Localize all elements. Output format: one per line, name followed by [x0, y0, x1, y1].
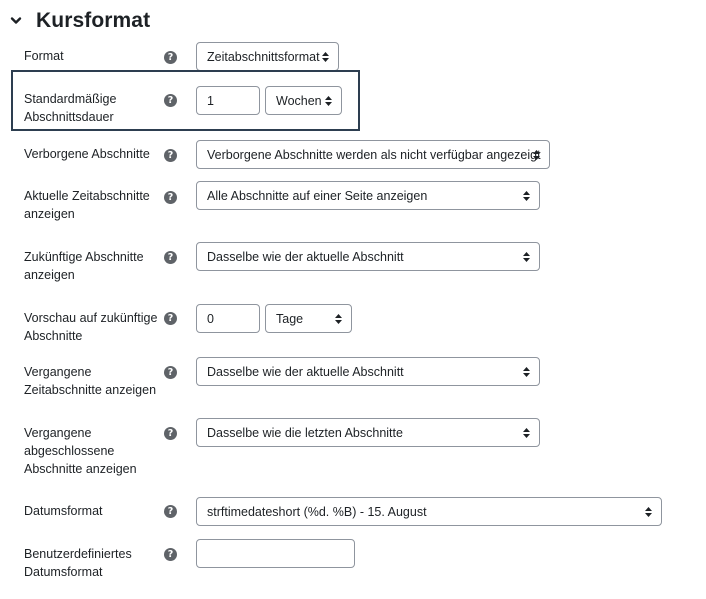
sort-arrows-icon [533, 150, 540, 160]
help-icon[interactable]: ? [164, 149, 177, 162]
hidden-sections-label: Verborgene Abschnitte [24, 147, 150, 161]
hidden-sections-select[interactable] [196, 140, 550, 169]
future-sections-select[interactable] [196, 242, 540, 271]
preview-input[interactable]: 0 [196, 304, 260, 333]
sort-arrows-icon [523, 252, 530, 262]
duration-unit-select[interactable] [265, 86, 342, 115]
current-sections-select[interactable] [196, 181, 540, 210]
help-icon[interactable]: ? [164, 505, 177, 518]
help-icon[interactable]: ? [164, 51, 177, 64]
preview-unit-select[interactable] [265, 304, 352, 333]
help-icon[interactable]: ? [164, 251, 177, 264]
custom-date-format-input[interactable] [196, 539, 355, 568]
format-select[interactable] [196, 42, 339, 71]
help-icon[interactable]: ? [164, 191, 177, 204]
current-sections-label: Aktuelle Zeitabschnitte anzeigen [24, 189, 150, 221]
hidden-sections-value: Verborgene Abschnitte werden als nicht verfügbar angezeigt [207, 147, 541, 162]
section-title: Kursformat [36, 9, 151, 32]
date-format-select[interactable] [196, 497, 662, 526]
help-icon[interactable]: ? [164, 427, 177, 440]
past-sections-value: Dasselbe wie der aktuelle Abschnitt [207, 364, 404, 379]
sort-arrows-icon [322, 52, 329, 62]
sort-arrows-icon [523, 428, 530, 438]
duration-input[interactable]: 1 [196, 86, 260, 115]
sort-arrows-icon [523, 191, 530, 201]
help-icon[interactable]: ? [164, 312, 177, 325]
past-completed-label: Vergangene abgeschlossene Abschnitte anzeigen [24, 426, 137, 476]
date-format-label: Datumsformat [24, 504, 103, 518]
sort-arrows-icon [523, 367, 530, 377]
chevron-down-icon[interactable] [10, 14, 24, 28]
format-select-value: Zeitabschnittsformat [207, 49, 320, 64]
current-sections-value: Alle Abschnitte auf einer Seite anzeigen [207, 188, 428, 203]
future-sections-value: Dasselbe wie der aktuelle Abschnitt [207, 249, 404, 264]
custom-date-format-label: Benutzerdefiniertes Datumsformat [24, 547, 132, 579]
preview-unit-value: Tage [276, 311, 304, 326]
sort-arrows-icon [325, 96, 332, 106]
past-completed-value: Dasselbe wie die letzten Abschnitte [207, 425, 403, 440]
help-icon[interactable]: ? [164, 366, 177, 379]
format-label: Format [24, 49, 64, 63]
preview-label: Vorschau auf zukünftige Abschnitte [24, 311, 158, 343]
sort-arrows-icon [335, 314, 342, 324]
date-format-value: strftimedateshort (%d. %B) - 15. August [207, 504, 427, 519]
duration-unit-value: Wochen [276, 93, 322, 108]
help-icon[interactable]: ? [164, 548, 177, 561]
help-icon[interactable]: ? [164, 94, 177, 107]
past-sections-select[interactable] [196, 357, 540, 386]
future-sections-label: Zukünftige Abschnitte anzeigen [24, 250, 144, 282]
past-sections-label: Vergangene Zeitabschnitte anzeigen [24, 365, 157, 397]
duration-label: Standardmäßige Abschnittsdauer [24, 92, 117, 124]
sort-arrows-icon [645, 507, 652, 517]
past-completed-select[interactable] [196, 418, 540, 447]
section-header[interactable] [10, 8, 150, 34]
